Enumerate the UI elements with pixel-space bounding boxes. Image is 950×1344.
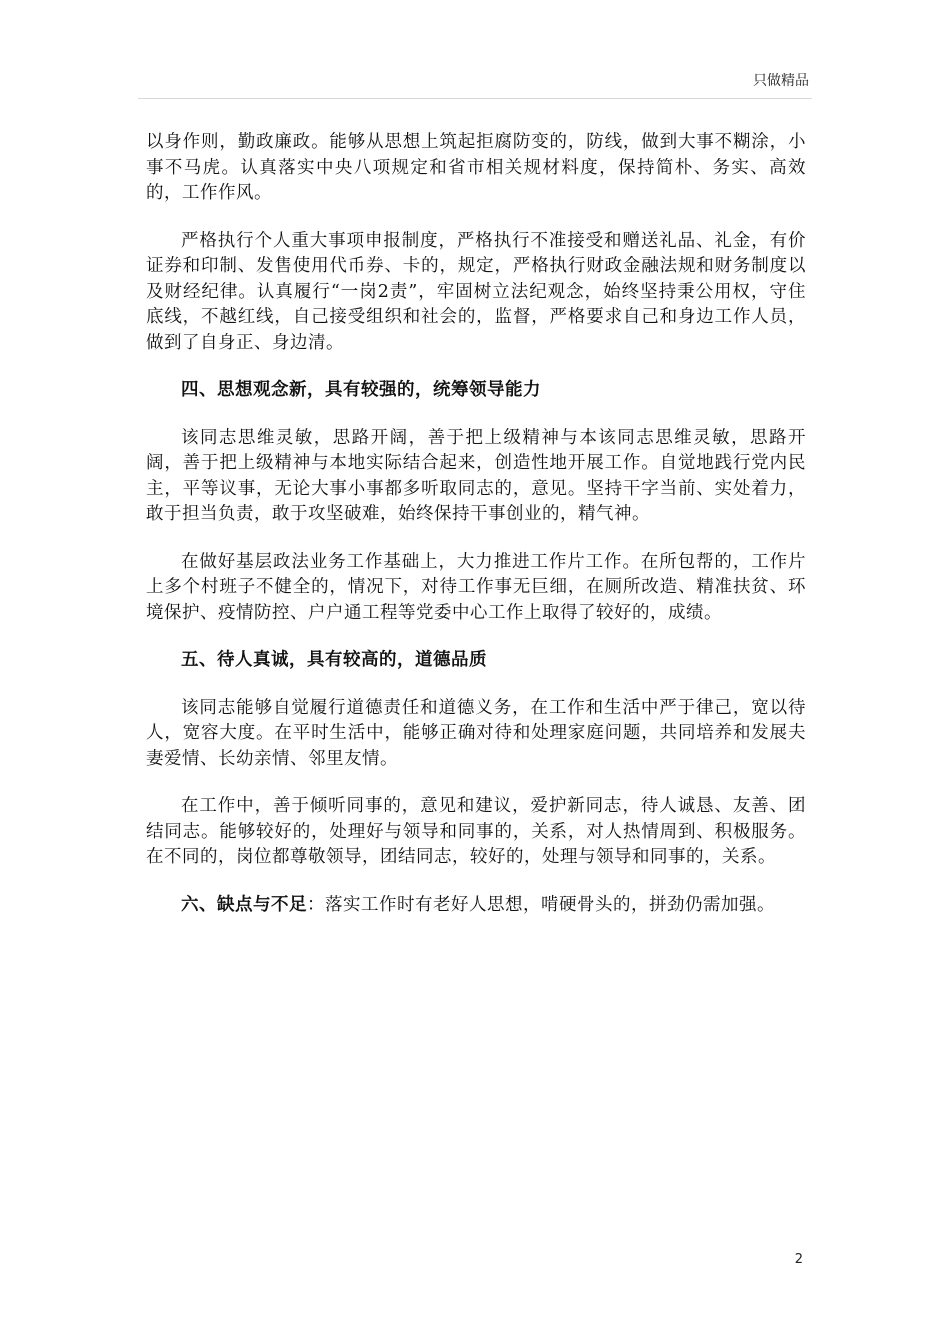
paragraph-integrity: 以身作则，勤政廉政。能够从思想上筑起拒腐防变的，防线，做到大事不糊涂，小事不马虎。认真落实中央八项规定和省市相关规材料度，保持简朴、务实、高效的，工作作风。 <box>146 132 806 203</box>
section-heading-four: 四、思想观念新，具有较强的，统筹领导能力 <box>181 380 541 400</box>
paragraph-shortcomings <box>146 893 806 919</box>
paragraph-discipline: 严格执行个人重大事项申报制度，严格执行不准接受和赠送礼品、礼金，有价证券和印制、发售使用代币券、卡的，规定，严格执行财政金融法规和财务制度以及财经纪律。认真履行“一岗2责”，牢固树立法纪观念，始终坚持秉公用权，守住底线，不越红线，自己接受组织和社会的，监督，严格要求自己和身边工作人员，做到了自身正、身边清。 <box>146 230 806 353</box>
header-rule <box>138 98 812 99</box>
document-body <box>146 130 806 940</box>
section-heading-five: 五、待人真诚，具有较高的，道德品质 <box>181 650 487 670</box>
paragraph-thinking: 该同志思维灵敏，思路开阔，善于把上级精神与本该同志思维灵敏，思路开阔，善于把上级精神与本地实际结合起来，创造性地开展工作。自觉地践行党内民主，平等议事，无论大事小事都多听取同志的，意见。坚持干字当前、实处着力，敢于担当负责，敢于攻坚破难，始终保持干事创业的，精气神。 <box>146 427 806 524</box>
section-heading-six: 六、缺点与不足 <box>181 894 307 915</box>
paragraph-morality: 该同志能够自觉履行道德责任和道德义务，在工作和生活中严于律己，宽以待人，宽容大度。在平时生活中，能够正确对待和处理家庭问题，共同培养和发展夫妻爱情、长幼亲情、邻里友情。 <box>146 697 806 769</box>
page-header: 只做精品 <box>753 73 809 89</box>
page-number: 2 <box>794 1252 803 1267</box>
shortcomings-text: ：落实工作时有老好人思想，啃硬骨头的，拼劲仍需加强。 <box>307 894 775 915</box>
paragraph-colleagues: 在工作中，善于倾听同事的，意见和建议，爱护新同志，待人诚恳、友善、团结同志。能够较好的，处理好与领导和同事的，关系，对人热情周到、积极服务。在不同的，岗位都尊敬领导，团结同志，较好的，处理与领导和同事的，关系。 <box>146 796 806 867</box>
paragraph-work-area: 在做好基层政法业务工作基础上，大力推进工作片工作。在所包帮的，工作片上多个村班子不健全的，情况下，对待工作事无巨细，在厕所改造、精准扶贫、环境保护、疫情防控、户户通工程等党委中心工作上取得了较好的，成绩。 <box>146 551 806 623</box>
